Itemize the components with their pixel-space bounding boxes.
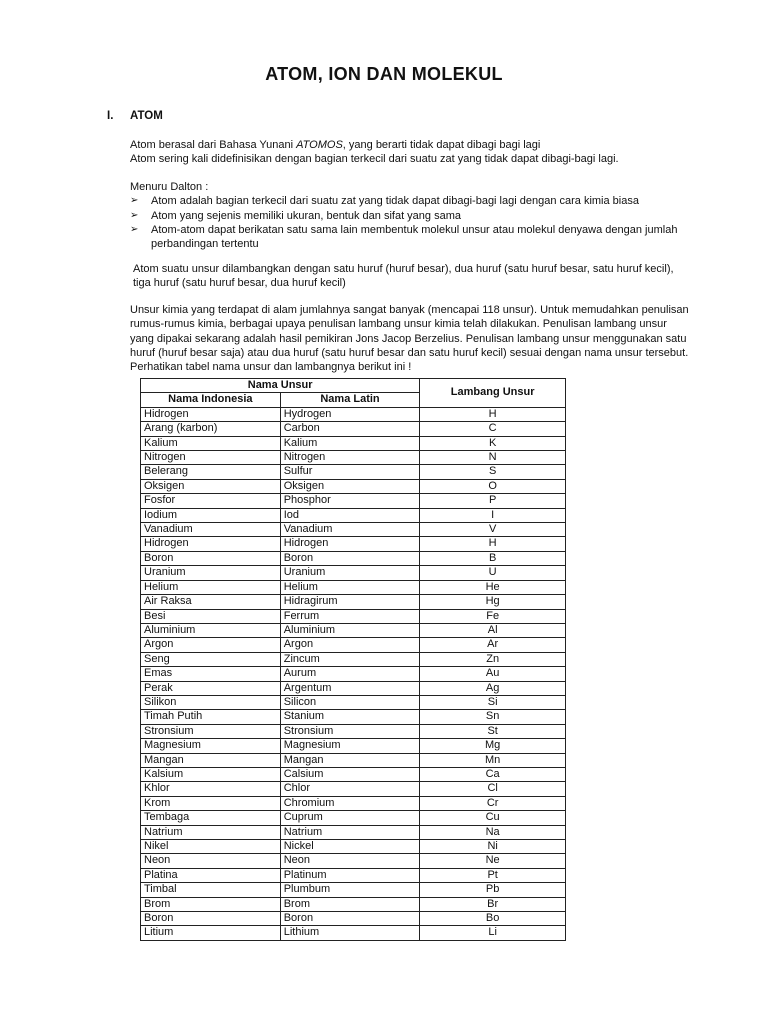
symbol-line-1: Atom suatu unsur dilambangkan dengan satu huruf (huruf besar), dua huruf (satu huruf besar, satu huruf kecil), [133,263,674,275]
cell-nama-latin: Brom [280,897,420,911]
cell-nama-indonesia: Krom [141,796,281,810]
cell-nama-indonesia: Timbal [141,883,281,897]
table-row [141,494,566,508]
cell-nama-indonesia: Perak [141,681,281,695]
cell-nama-indonesia: Neon [141,854,281,868]
arrow-bullet-icon: ➢ [130,223,139,235]
cell-nama-indonesia: Mangan [141,753,281,767]
header-nama-latin: Nama Latin [280,393,420,407]
cell-nama-indonesia: Natrium [141,825,281,839]
symbol-paragraph [133,262,703,291]
header-nama-indonesia: Nama Indonesia [141,393,281,407]
table-row [141,796,566,810]
intro-line-1 [130,138,700,152]
cell-nama-latin: Vanadium [280,523,420,537]
table-row [141,926,566,940]
cell-nama-indonesia: Stronsium [141,724,281,738]
cell-lambang: Fe [420,609,566,623]
cell-nama-indonesia: Silikon [141,695,281,709]
cell-nama-latin: Oksigen [280,479,420,493]
cell-nama-latin: Carbon [280,422,420,436]
cell-lambang: P [420,494,566,508]
cell-nama-latin: Hidrogen [280,537,420,551]
table-row [141,407,566,421]
cell-nama-indonesia: Air Raksa [141,595,281,609]
cell-lambang: Pb [420,883,566,897]
cell-nama-indonesia: Kalium [141,436,281,450]
table-row [141,508,566,522]
dalton-item-text: Atom yang sejenis memiliki ukuran, bentuk dan sifat yang sama [151,209,461,222]
header-nama-unsur: Nama Unsur [141,379,420,393]
cell-lambang: Pt [420,868,566,882]
dalton-item [130,194,700,208]
cell-nama-latin: Neon [280,854,420,868]
elements-table [140,378,566,941]
table-row [141,465,566,479]
symbol-line-2: tiga huruf (satu huruf besar, dua huruf kecil) [133,277,346,290]
cell-nama-latin: Helium [280,580,420,594]
cell-nama-latin: Sulfur [280,465,420,479]
table-row [141,537,566,551]
cell-nama-indonesia: Tembaga [141,811,281,825]
cell-lambang: U [420,566,566,580]
cell-nama-latin: Stanium [280,710,420,724]
cell-lambang: Ca [420,767,566,781]
cell-nama-indonesia: Uranium [141,566,281,580]
cell-nama-latin: Chlor [280,782,420,796]
table-row [141,825,566,839]
cell-nama-latin: Natrium [280,825,420,839]
cell-nama-indonesia: Nikel [141,840,281,854]
cell-lambang: Hg [420,595,566,609]
cell-lambang: Si [420,695,566,709]
cell-nama-indonesia: Boron [141,551,281,565]
section-number: I. [107,110,114,122]
cell-lambang: C [420,422,566,436]
cell-nama-latin: Uranium [280,566,420,580]
cell-lambang: H [420,537,566,551]
cell-nama-latin: Silicon [280,695,420,709]
table-row [141,623,566,637]
cell-lambang: K [420,436,566,450]
cell-nama-latin: Argon [280,638,420,652]
table-row [141,868,566,882]
cell-nama-indonesia: Iodium [141,508,281,522]
cell-lambang: Ne [420,854,566,868]
cell-lambang: Al [420,623,566,637]
cell-lambang: Cr [420,796,566,810]
cell-lambang: S [420,465,566,479]
cell-nama-indonesia: Fosfor [141,494,281,508]
cell-nama-latin: Nickel [280,840,420,854]
cell-lambang: N [420,451,566,465]
cell-lambang: Ni [420,840,566,854]
cell-lambang: St [420,724,566,738]
cell-lambang: Ag [420,681,566,695]
cell-lambang: Li [420,926,566,940]
table-row [141,479,566,493]
table-row [141,883,566,897]
cell-lambang: Zn [420,652,566,666]
cell-lambang: Na [420,825,566,839]
cell-nama-indonesia: Timah Putih [141,710,281,724]
cell-nama-indonesia: Magnesium [141,739,281,753]
dalton-item [130,209,700,223]
cell-nama-latin: Plumbum [280,883,420,897]
table-row [141,667,566,681]
cell-lambang: Mg [420,739,566,753]
table-row [141,638,566,652]
elements-paragraph [130,303,700,374]
elements-line: rumus-rumus kimia, berbagai upaya penulisan lambang unsur kimia telah dilakukan. Penulisan lambang unsur [130,318,667,331]
cell-lambang: Ar [420,638,566,652]
intro-paragraph [130,138,700,167]
table-row [141,609,566,623]
cell-nama-indonesia: Emas [141,667,281,681]
cell-nama-latin: Chromium [280,796,420,810]
cell-nama-latin: Aurum [280,667,420,681]
cell-nama-indonesia: Arang (karbon) [141,422,281,436]
cell-nama-indonesia: Argon [141,638,281,652]
table-row [141,724,566,738]
cell-nama-indonesia: Aluminium [141,623,281,637]
cell-lambang: Sn [420,710,566,724]
cell-nama-latin: Boron [280,551,420,565]
dalton-item-text: Atom adalah bagian terkecil dari suatu zat yang tidak dapat dibagi-bagi lagi dengan cara kimia biasa [151,195,639,208]
cell-nama-latin: Phosphor [280,494,420,508]
cell-nama-indonesia: Seng [141,652,281,666]
table-row [141,767,566,781]
table-row [141,840,566,854]
cell-lambang: O [420,479,566,493]
cell-nama-latin: Iod [280,508,420,522]
cell-nama-indonesia: Boron [141,912,281,926]
table-row [141,695,566,709]
cell-nama-latin: Kalium [280,436,420,450]
cell-nama-latin: Ferrum [280,609,420,623]
arrow-bullet-icon: ➢ [130,209,139,221]
cell-lambang: Cl [420,782,566,796]
section-title: ATOM [130,110,163,122]
table-row [141,912,566,926]
cell-lambang: H [420,407,566,421]
cell-nama-indonesia: Kalsium [141,767,281,781]
cell-nama-latin: Mangan [280,753,420,767]
cell-nama-latin: Stronsium [280,724,420,738]
cell-nama-indonesia: Nitrogen [141,451,281,465]
dalton-heading: Menuru Dalton : [130,181,209,193]
table-row [141,451,566,465]
cell-lambang: I [420,508,566,522]
cell-nama-latin: Cuprum [280,811,420,825]
table-row [141,811,566,825]
cell-nama-latin: Platinum [280,868,420,882]
cell-nama-latin: Magnesium [280,739,420,753]
cell-nama-indonesia: Oksigen [141,479,281,493]
cell-nama-indonesia: Litium [141,926,281,940]
table-body [141,407,566,940]
cell-nama-indonesia: Helium [141,580,281,594]
table-row [141,595,566,609]
table-row [141,782,566,796]
cell-nama-indonesia: Belerang [141,465,281,479]
intro-line-2: Atom sering kali didefinisikan dengan bagian terkecil dari suatu zat yang tidak dapat dibagi-bagi lagi. [130,153,619,166]
cell-nama-latin: Calsium [280,767,420,781]
header-lambang-unsur: Lambang Unsur [420,379,566,408]
table-row [141,523,566,537]
cell-lambang: Cu [420,811,566,825]
cell-lambang: Bo [420,912,566,926]
table-row [141,681,566,695]
intro-atomos-term: ATOMOS [296,139,343,151]
cell-lambang: He [420,580,566,594]
intro-line-1-post: , yang berarti tidak dapat dibagi bagi lagi [342,139,541,151]
table-row [141,580,566,594]
cell-lambang: Au [420,667,566,681]
table-row [141,854,566,868]
cell-lambang: V [420,523,566,537]
cell-nama-indonesia: Besi [141,609,281,623]
arrow-bullet-icon: ➢ [130,195,139,207]
table-row [141,566,566,580]
cell-nama-indonesia: Khlor [141,782,281,796]
dalton-section [130,180,700,251]
cell-nama-latin: Nitrogen [280,451,420,465]
cell-nama-latin: Lithium [280,926,420,940]
cell-lambang: B [420,551,566,565]
elements-line: huruf (huruf besar saja) atau dua huruf (satu huruf besar dan satu huruf kecil) sesuai dengan nama unsur tersebut. [130,346,689,359]
cell-nama-latin: Argentum [280,681,420,695]
table-row [141,753,566,767]
table-row [141,897,566,911]
elements-line: Perhatikan tabel nama unsur dan lambangnya berikut ini ! [130,361,412,374]
table-row [141,422,566,436]
cell-nama-indonesia: Platina [141,868,281,882]
dalton-item-text: Atom-atom dapat berikatan satu sama lain membentuk molekul unsur atau molekul denyawa dengan jumlah perbandingan tertentu [151,223,678,251]
cell-nama-indonesia: Hidrogen [141,537,281,551]
cell-nama-indonesia: Brom [141,897,281,911]
cell-nama-latin: Aluminium [280,623,420,637]
cell-nama-latin: Zincum [280,652,420,666]
table-row [141,652,566,666]
cell-nama-latin: Hidragirum [280,595,420,609]
elements-line: Unsur kimia yang terdapat di alam jumlahnya sangat banyak (mencapai 118 unsur). Untuk memudahkan penulisan [130,304,689,316]
dalton-list [130,194,700,251]
cell-nama-indonesia: Vanadium [141,523,281,537]
table-row [141,710,566,724]
page-title: ATOM, ION DAN MOLEKUL [265,64,503,84]
cell-nama-latin: Boron [280,912,420,926]
table-row [141,551,566,565]
elements-line: yang dipakai sekarang adalah hasil pemikiran Jons Jacop Berzelius. Penulisan lambang unsur menggunakan satu [130,332,687,345]
table-header-row [141,379,566,393]
cell-nama-latin: Hydrogen [280,407,420,421]
intro-line-1-pre: Atom berasal dari Bahasa Yunani [130,139,297,151]
dalton-item [130,223,700,252]
cell-nama-indonesia: Hidrogen [141,407,281,421]
cell-lambang: Mn [420,753,566,767]
cell-lambang: Br [420,897,566,911]
table-row [141,739,566,753]
table-row [141,436,566,450]
